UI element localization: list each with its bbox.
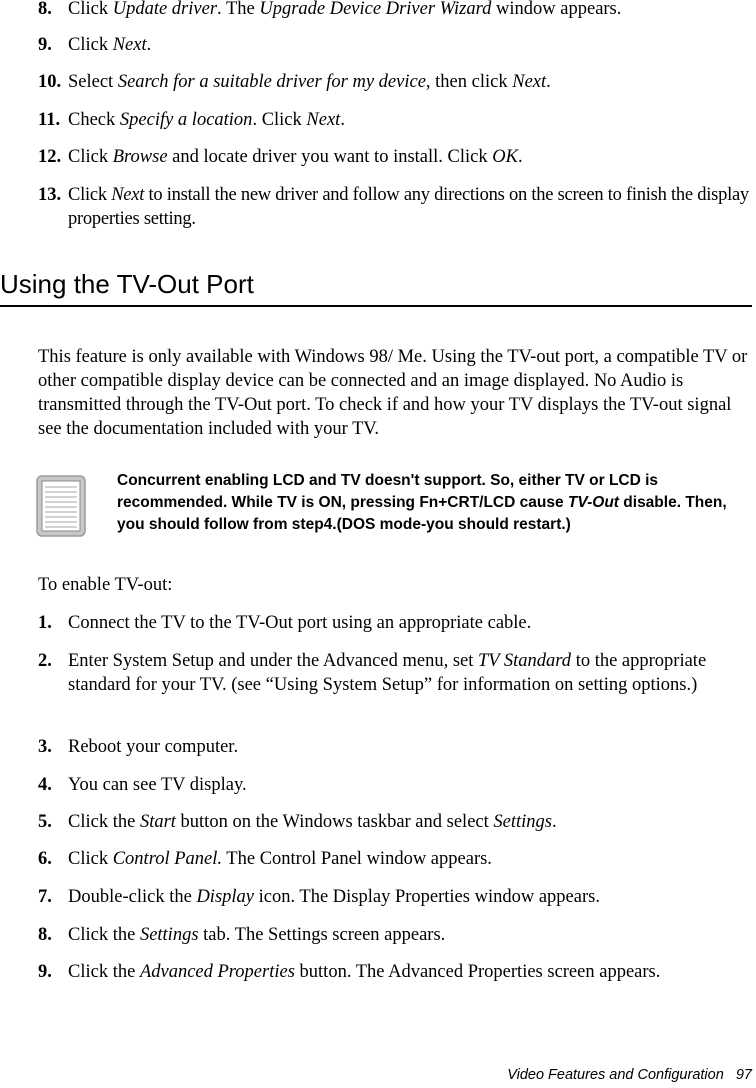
text-run: Check	[68, 110, 120, 130]
footer-section: Video Features and Configuration	[507, 1067, 724, 1083]
step-number: 11.	[38, 110, 61, 130]
text-run: icon. The Display Properties window appears.	[254, 887, 600, 907]
step-number: 8.	[38, 925, 52, 945]
text-run: You can see TV display.	[68, 775, 247, 795]
text-run: Click the	[68, 925, 140, 945]
step-item	[38, 810, 752, 834]
text-run: Click the	[68, 962, 140, 982]
step-number: 2.	[38, 651, 52, 671]
emphasis-text: Next	[111, 185, 145, 205]
intro-paragraph: This feature is only available with Windows 98/ Me. Using the TV-out port, a compatible TV or other compatible display device can be connected and an image displayed. No Audio is transmitted through the TV-Out port. To check if and how your TV displays the TV-out signal see the documentation included with your TV.	[38, 347, 748, 439]
step-number: 6.	[38, 849, 52, 869]
step-item	[38, 960, 752, 984]
step-number: 5.	[38, 812, 52, 832]
step-item	[38, 145, 752, 169]
emphasis-text: OK	[492, 147, 518, 167]
text-run: . The	[217, 0, 260, 19]
text-run: Reboot your computer.	[68, 737, 239, 757]
step-text	[68, 773, 752, 797]
step-item	[38, 649, 752, 697]
emphasis-text: Browse	[112, 147, 168, 167]
emphasis-text: Next	[512, 72, 547, 92]
text-run: Click the	[68, 812, 140, 832]
step-number: 8.	[38, 0, 52, 19]
step-item	[38, 70, 752, 94]
emphasis-text: Next	[306, 110, 341, 130]
step-text	[68, 183, 752, 231]
step-item	[38, 773, 752, 797]
page-footer	[507, 1066, 752, 1084]
step-item	[38, 183, 752, 231]
text-run: set	[448, 651, 479, 671]
step-text	[68, 885, 752, 909]
text-run: Click	[68, 147, 113, 167]
text-run: Click	[68, 0, 113, 19]
step-text	[68, 960, 752, 984]
note-text	[117, 470, 753, 536]
text-run: .	[340, 110, 345, 130]
text-run: .	[146, 35, 152, 55]
emphasis-text: Upgrade Device Driver Wizard	[259, 0, 492, 19]
text-run: Click	[68, 185, 112, 205]
text-run: Enter System Setup and under the Advanced menu	[68, 651, 444, 671]
text-run: Concurrent enabling LCD and TV doesn't support. So, either TV or LCD is recommended. While TV is ON, pressing Fn+CRT/LCD cause	[117, 472, 659, 511]
emphasis-text: Advanced Properties	[139, 962, 295, 982]
emphasis-text: Settings	[139, 925, 199, 945]
text-run: button on the Windows taskbar and select	[175, 812, 494, 832]
step-number: 13.	[38, 185, 62, 205]
text-run: button. The Advanced Properties screen appears.	[294, 962, 661, 982]
enable-intro: To enable TV-out:	[38, 575, 173, 595]
step-number: 9.	[38, 962, 52, 982]
step-item	[38, 611, 752, 635]
step-text	[68, 33, 752, 57]
text-run: and locate driver you want to install. Click	[167, 147, 493, 167]
step-item	[38, 108, 752, 132]
step-item	[38, 735, 752, 759]
text-run: disable. Then, you should follow from step4.(DOS mode-you should restart.)	[117, 494, 727, 533]
step-text	[68, 649, 752, 697]
text-run: Connect the TV to the TV-Out port using an appropriate cable.	[68, 613, 532, 633]
text-run: . Click	[252, 110, 307, 130]
step-text	[68, 923, 752, 947]
emphasis-text: Control Panel.	[112, 849, 223, 869]
step-number: 10.	[38, 72, 62, 92]
step-number: 9.	[38, 35, 52, 55]
text-run: Click	[68, 35, 113, 55]
step-text	[68, 70, 752, 94]
emphasis-text: Next	[112, 35, 147, 55]
text-run: .	[546, 72, 551, 92]
step-text	[68, 0, 752, 21]
step-item	[38, 0, 752, 21]
step-text	[68, 810, 752, 834]
text-run: Click	[68, 849, 113, 869]
emphasis-text: Start	[139, 812, 176, 832]
step-text	[68, 611, 752, 635]
text-run: Double-click the	[68, 887, 197, 907]
step-number: 3.	[38, 737, 52, 757]
page-number: 97	[735, 1067, 752, 1083]
step-number: 4.	[38, 775, 52, 795]
text-run: .	[551, 812, 557, 832]
step-text	[68, 145, 752, 169]
step-item	[38, 33, 752, 57]
step-item	[38, 923, 752, 947]
text-run: tab. The Settings screen appears.	[198, 925, 446, 945]
text-run: The Control Panel window appears.	[222, 849, 492, 869]
step-number: 7.	[38, 887, 52, 907]
emphasis-text: Settings	[493, 812, 552, 832]
emphasis-text: ,	[443, 651, 449, 671]
text-run: , then click	[425, 72, 513, 92]
notepad-icon	[36, 475, 86, 537]
step-number: 1.	[38, 613, 52, 633]
emphasis-text: Update driver	[112, 0, 218, 19]
step-number: 12.	[38, 147, 62, 167]
emphasis-text: Specify a location	[119, 110, 253, 130]
emphasis-text: TV-Out	[567, 494, 619, 511]
emphasis-text: Display	[196, 887, 254, 907]
step-item	[38, 847, 752, 871]
emphasis-text: Search for a suitable driver for my device	[117, 72, 426, 92]
text-run: Select	[68, 72, 118, 92]
text-run: .	[517, 147, 523, 167]
section-heading: Using the TV-Out Port	[0, 268, 752, 307]
step-text	[68, 735, 752, 759]
step-text	[68, 108, 752, 132]
step-item	[38, 885, 752, 909]
emphasis-text: TV Standard	[478, 651, 572, 671]
step-text	[68, 847, 752, 871]
text-run: to the appropriate standard for your TV. (see “Using System Setup” for information on setting options.)	[68, 651, 707, 695]
text-run: to install the new driver and follow any directions on the screen to finish the display properties setting.	[68, 185, 749, 229]
text-run: window appears.	[491, 0, 622, 19]
